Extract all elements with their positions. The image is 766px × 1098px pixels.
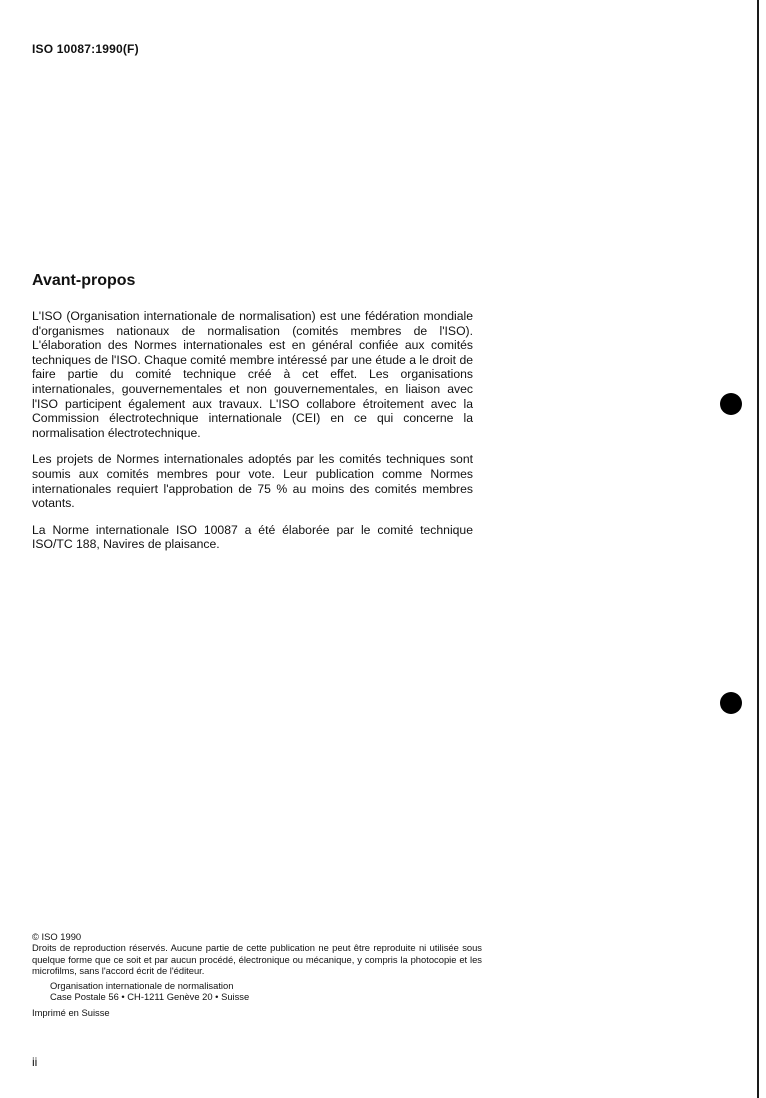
document-id-header: ISO 10087:1990(F) [32,42,139,56]
publisher-name: Organisation internationale de normalisation [50,980,234,992]
copyright-block [32,931,482,1018]
foreword-paragraph-3: La Norme internationale ISO 10087 a été élaborée par le comité technique ISO/TC 188, Navires de plaisance. [32,522,473,552]
punch-hole-upper [720,393,742,415]
copyright-notice: Droits de reproduction réservés. Aucune partie de cette publication ne peut être reproduite ni utilisée sous quelque forme que ce soit et par aucun procédé, électronique ou mécanique, y compris la photocopie et les microfilms, sans l'accord écrit de l'éditeur. [32,942,482,976]
foreword-title: Avant-propos [32,272,136,289]
printed-in: Imprimé en Suisse [32,1006,110,1018]
page-number: ii [32,1055,38,1069]
foreword-paragraph-2: Les projets de Normes internationales adoptés par les comités techniques sont soumis aux comités membres pour vote. Leur publication comme Normes internationales requiert l'approbation de 75 % au moins des comités membres votants. [32,452,473,511]
publisher-address: Case Postale 56 • CH-1211 Genève 20 • Suisse [50,991,250,1003]
foreword-body [32,309,473,564]
punch-hole-lower [720,692,742,714]
foreword-paragraph-1: L'ISO (Organisation internationale de normalisation) est une fédération mondiale d'organismes nationaux de normalisation (comités membres de l'ISO). L'élaboration des Normes internationales est en général confiée aux comités techniques de l'ISO. Chaque comité membre intéressé par une étude a le droit de faire partie du comité technique créé à cet effet. Les organisations internationales, gouvernementales et non gouvernementales, en liaison avec l'ISO participent également aux travaux. L'ISO collabore étroitement avec la Commission électrotechnique internationale (CEI) en ce qui concerne la normalisation électrotechnique. [32,309,473,440]
page-edge-rule [757,0,759,1098]
copyright-year: © ISO 1990 [32,931,82,942]
